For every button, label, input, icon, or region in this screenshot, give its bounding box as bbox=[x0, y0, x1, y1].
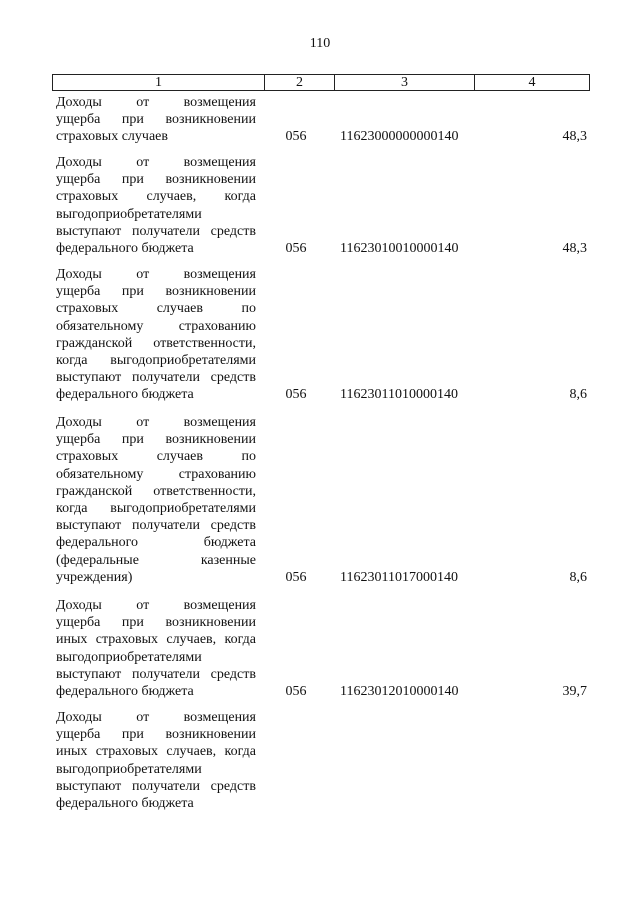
description-line: ущерба при возникновении bbox=[56, 284, 256, 300]
description-line: выгодоприобретателями bbox=[56, 761, 202, 777]
row-description bbox=[56, 597, 256, 700]
admin-code: 056 bbox=[285, 241, 307, 256]
description-line: федерального бюджета bbox=[56, 535, 256, 551]
budget-class-code: 11623000000000140 bbox=[340, 129, 459, 145]
row-description bbox=[56, 266, 256, 404]
description-line: федерального бюджета bbox=[56, 796, 194, 812]
page-number: 110 bbox=[309, 36, 331, 51]
row-description bbox=[56, 414, 256, 586]
description-line: федерального бюджета bbox=[56, 241, 194, 257]
amount: 48,3 bbox=[562, 241, 587, 256]
admin-code: 056 bbox=[285, 129, 307, 145]
description-line: учреждения) bbox=[56, 569, 133, 585]
description-line: страховых случаев bbox=[56, 129, 168, 145]
description-line: ущерба при возникновении bbox=[56, 112, 256, 128]
description-line: ущерба при возникновении bbox=[56, 432, 256, 448]
description-line: Доходы от возмещения bbox=[56, 415, 256, 430]
row-description bbox=[56, 154, 256, 257]
header-col-1: 1 bbox=[53, 75, 265, 90]
row-description bbox=[56, 709, 256, 812]
description-line: выгодоприобретателями bbox=[56, 649, 202, 665]
description-line: иных страховых случаев, когда bbox=[56, 632, 256, 648]
description-line: выгодоприобретателями bbox=[56, 206, 202, 222]
amount: 8,6 bbox=[569, 387, 587, 403]
budget-class-code: 11623010010000140 bbox=[340, 241, 459, 256]
description-line: когда выгодоприобретателями bbox=[56, 353, 256, 369]
description-line: федерального бюджета bbox=[56, 387, 194, 403]
description-line: выступают получатели средств bbox=[56, 666, 256, 682]
description-line: обязательному страхованию bbox=[56, 318, 256, 334]
description-line: гражданской ответственности, bbox=[56, 335, 256, 351]
description-line: Доходы от возмещения bbox=[56, 598, 256, 613]
header-col-2: 2 bbox=[265, 75, 335, 90]
description-line: ущерба при возникновении bbox=[56, 172, 256, 188]
amount: 48,3 bbox=[562, 129, 587, 145]
description-line: федерального бюджета bbox=[56, 684, 194, 700]
budget-class-code: 11623012010000140 bbox=[340, 684, 459, 699]
description-line: иных страховых случаев, когда bbox=[56, 744, 256, 760]
admin-code: 056 bbox=[285, 684, 307, 699]
header-col-4: 4 bbox=[528, 75, 536, 90]
description-line: гражданской ответственности, bbox=[56, 483, 256, 499]
description-line: страховых случаев, когда bbox=[56, 189, 256, 205]
description-line: Доходы от возмещения bbox=[56, 267, 256, 282]
description-line: выступают получатели средств bbox=[56, 778, 256, 794]
description-line: выступают получатели средств bbox=[56, 223, 256, 239]
description-line: Доходы от возмещения bbox=[56, 710, 256, 725]
row-description bbox=[56, 94, 256, 146]
amount: 39,7 bbox=[562, 684, 587, 699]
description-line: страховых случаев по bbox=[56, 301, 256, 317]
header-col-3: 3 bbox=[335, 75, 475, 90]
description-line: Доходы от возмещения bbox=[56, 95, 256, 110]
description-line: выступают получатели средств bbox=[56, 518, 256, 534]
budget-class-code: 11623011010000140 bbox=[340, 387, 458, 403]
description-line: страховых случаев по bbox=[56, 449, 256, 465]
admin-code: 056 bbox=[285, 387, 307, 403]
description-line: (федеральные казенные bbox=[56, 552, 256, 568]
table-header bbox=[52, 74, 590, 91]
description-line: ущерба при возникновении bbox=[56, 727, 256, 743]
description-line: ущерба при возникновении bbox=[56, 615, 256, 631]
amount: 8,6 bbox=[569, 569, 587, 585]
budget-class-code: 11623011017000140 bbox=[340, 569, 458, 585]
description-line: Доходы от возмещения bbox=[56, 155, 256, 170]
description-line: когда выгодоприобретателями bbox=[56, 501, 256, 517]
description-line: обязательному страхованию bbox=[56, 466, 256, 482]
admin-code: 056 bbox=[285, 569, 307, 585]
description-line: выступают получатели средств bbox=[56, 370, 256, 386]
